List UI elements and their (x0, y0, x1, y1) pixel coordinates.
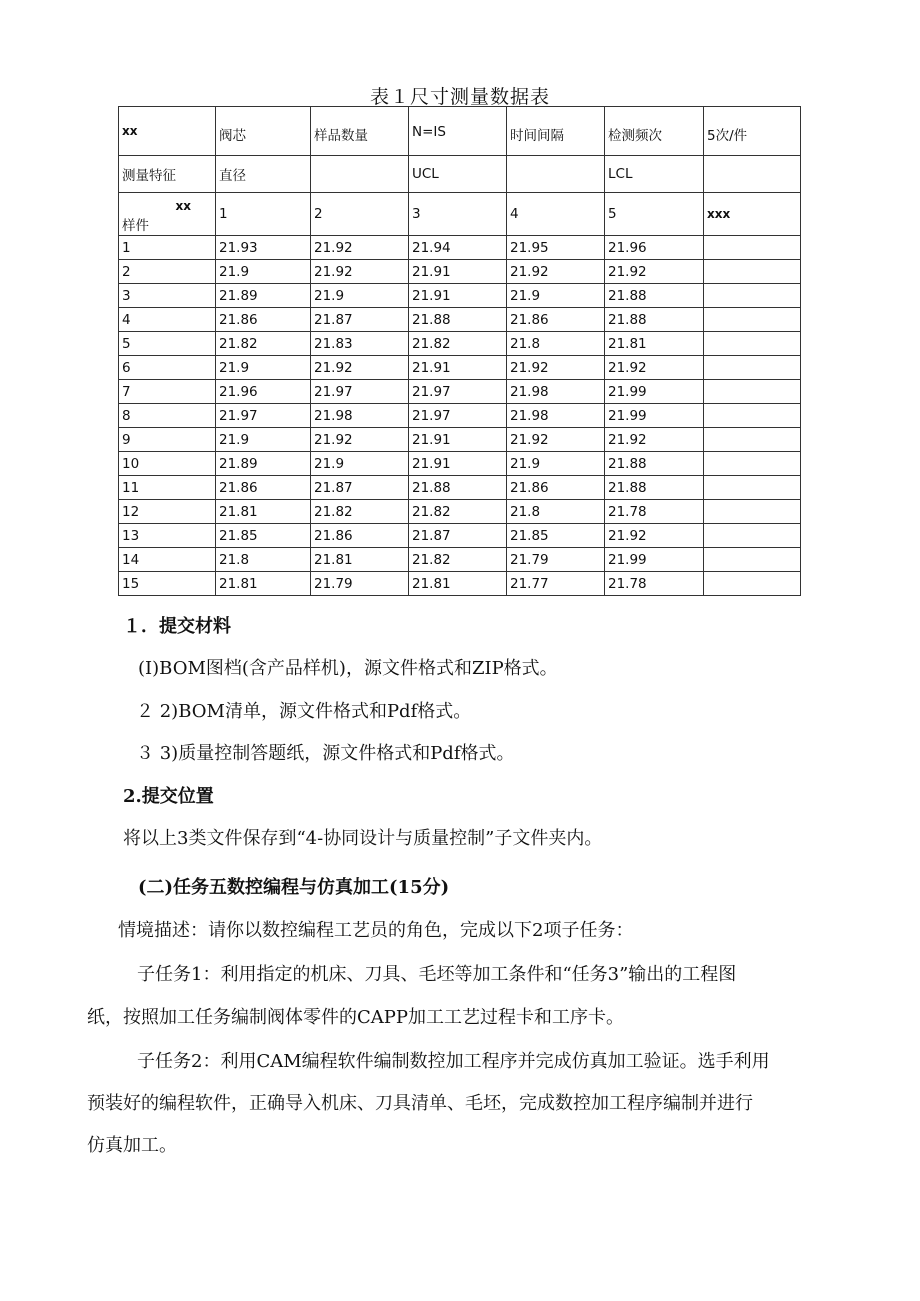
table-row (119, 260, 801, 284)
paragraph-line: 子任务1：利用指定的机床、刀具、毛坯等加工条件和“任务3”输出的工程图 (137, 964, 737, 985)
table-cell (704, 236, 801, 260)
table-cell: 21.83 (311, 332, 409, 356)
header-cell: xxx (704, 193, 801, 236)
table-cell: 21.97 (216, 404, 311, 428)
header-cell: UCL (409, 156, 507, 193)
table-cell: 21.98 (311, 404, 409, 428)
table-cell: 21.93 (216, 236, 311, 260)
table-cell (704, 404, 801, 428)
table-cell: 21.9 (216, 356, 311, 380)
table-cell: 21.89 (216, 284, 311, 308)
table-cell: 21.81 (311, 548, 409, 572)
table-row (119, 380, 801, 404)
table-cell: 21.88 (605, 284, 704, 308)
table-cell: 21.95 (507, 236, 605, 260)
table-cell: 21.91 (409, 428, 507, 452)
table-cell (704, 284, 801, 308)
table-cell: 21.89 (216, 452, 311, 476)
header-cell: 5 (605, 193, 704, 236)
table-cell: 21.78 (605, 572, 704, 596)
table-cell: 21.92 (605, 260, 704, 284)
table-cell: 21.92 (507, 260, 605, 284)
paragraph-line: 子任务2：利用CAM编程软件编制数控加工程序并完成仿真加工验证。选手利用 (137, 1051, 770, 1072)
table-cell (704, 260, 801, 284)
table-cell: 7 (119, 380, 216, 404)
table-row (119, 428, 801, 452)
table-cell: 21.92 (605, 524, 704, 548)
table-cell: 21.98 (507, 380, 605, 404)
table-row (119, 500, 801, 524)
header-cell: 2 (311, 193, 409, 236)
table-cell: 21.96 (605, 236, 704, 260)
table-cell: 21.9 (311, 452, 409, 476)
table-cell: 21.88 (605, 476, 704, 500)
table-row (119, 548, 801, 572)
table-cell: 21.92 (311, 260, 409, 284)
table-row (119, 452, 801, 476)
table-cell: 21.82 (409, 332, 507, 356)
table-cell: 21.92 (311, 428, 409, 452)
table-cell: 21.92 (507, 356, 605, 380)
table-cell: 21.82 (409, 500, 507, 524)
table-cell: 21.81 (216, 500, 311, 524)
table-cell: 10 (119, 452, 216, 476)
header-cell (311, 156, 409, 193)
table-cell: 21.92 (507, 428, 605, 452)
corner-top-label: xx (175, 199, 191, 213)
paragraph-line: 纸，按照加工任务编制阀体零件的CAPP加工工艺过程卡和工序卡。 (87, 1007, 624, 1028)
table-cell (704, 524, 801, 548)
paragraph-line: 预装好的编程软件，正确导入机床、刀具清单、毛坯，完成数控加工程序编制并进行 (87, 1093, 753, 1114)
table-cell: 21.91 (409, 356, 507, 380)
table-cell (704, 428, 801, 452)
table-cell: 5 (119, 332, 216, 356)
header-cell: 直径 (216, 156, 311, 193)
table-cell (704, 332, 801, 356)
table-cell: 21.82 (409, 548, 507, 572)
table-cell (704, 572, 801, 596)
table-cell: 21.92 (605, 428, 704, 452)
paragraph-line: 将以上3类文件保存到“4-协同设计与质量控制”子文件夹内。 (123, 828, 603, 849)
header-cell: 4 (507, 193, 605, 236)
table-cell: 14 (119, 548, 216, 572)
header-cell: 时间间隔 (507, 107, 605, 156)
corner-cell (119, 193, 216, 236)
table-cell: 8 (119, 404, 216, 428)
table-cell: 21.9 (216, 428, 311, 452)
section-heading: 2.提交位置 (123, 786, 214, 807)
paragraph-line: 仿真加工。 (87, 1135, 177, 1156)
table-cell: 21.98 (507, 404, 605, 428)
table-cell: 21.97 (311, 380, 409, 404)
table-cell: 21.87 (311, 476, 409, 500)
header-cell: 3 (409, 193, 507, 236)
table-cell (704, 380, 801, 404)
table-cell: 4 (119, 308, 216, 332)
table-row (119, 572, 801, 596)
table-cell: 9 (119, 428, 216, 452)
table-cell: 21.97 (409, 380, 507, 404)
table-cell: 21.99 (605, 380, 704, 404)
paragraph-line: (I)BOM图档(含产品样机)，源文件格式和ZIP格式。 (138, 658, 558, 679)
header-cell: 测量特征 (119, 156, 216, 193)
header-cell: 检测频次 (605, 107, 704, 156)
table-row (119, 308, 801, 332)
table-row (119, 476, 801, 500)
table-row (119, 332, 801, 356)
header-cell: 5次/件 (704, 107, 801, 156)
table-cell: 21.88 (409, 476, 507, 500)
table-row (119, 404, 801, 428)
table-cell: 21.86 (216, 476, 311, 500)
table-cell: 2 (119, 260, 216, 284)
table-cell: 21.8 (507, 332, 605, 356)
paragraph-line: ２ 2)BOM清单，源文件格式和Pdf格式。 (136, 701, 472, 722)
header-cell: 样品数量 (311, 107, 409, 156)
header-row-1 (119, 107, 801, 156)
table-cell: 6 (119, 356, 216, 380)
table-cell: 21.87 (409, 524, 507, 548)
table-cell: 21.82 (216, 332, 311, 356)
table-cell: 21.79 (311, 572, 409, 596)
section-heading: １．提交材料 (123, 616, 231, 637)
table-row (119, 284, 801, 308)
header-cell: 阀芯 (216, 107, 311, 156)
table-cell: 21.81 (605, 332, 704, 356)
table-row (119, 524, 801, 548)
header-cell: LCL (605, 156, 704, 193)
table-cell: 21.86 (311, 524, 409, 548)
table-cell: 21.91 (409, 260, 507, 284)
paragraph-line: ３ 3)质量控制答题纸，源文件格式和Pdf格式。 (136, 743, 515, 764)
corner-bottom-label: 样件 (122, 218, 149, 234)
table-row (119, 356, 801, 380)
table-cell: 21.81 (216, 572, 311, 596)
table-cell: 21.9 (507, 284, 605, 308)
table-cell: 1 (119, 236, 216, 260)
table-cell (704, 308, 801, 332)
table-cell: 13 (119, 524, 216, 548)
table-cell (704, 452, 801, 476)
table-cell: 21.96 (216, 380, 311, 404)
section-heading: (二)任务五数控编程与仿真加工(15分) (138, 877, 450, 898)
table-cell: 21.9 (311, 284, 409, 308)
table-cell (704, 500, 801, 524)
table-cell: 21.99 (605, 404, 704, 428)
table-cell: 21.97 (409, 404, 507, 428)
header-cell (704, 156, 801, 193)
table-cell: 21.85 (216, 524, 311, 548)
table-cell: 12 (119, 500, 216, 524)
table-cell: 21.92 (605, 356, 704, 380)
table-cell: 11 (119, 476, 216, 500)
table-cell: 21.78 (605, 500, 704, 524)
table-cell: 21.81 (409, 572, 507, 596)
table-cell: 21.86 (216, 308, 311, 332)
table-cell: 21.99 (605, 548, 704, 572)
table-cell (704, 356, 801, 380)
header-row-3 (119, 193, 801, 236)
table-cell: 21.79 (507, 548, 605, 572)
table-cell: 21.94 (409, 236, 507, 260)
table-cell: 21.87 (311, 308, 409, 332)
table-cell (704, 476, 801, 500)
table-cell: 21.8 (507, 500, 605, 524)
table-cell: 21.86 (507, 476, 605, 500)
measurement-table (118, 106, 801, 596)
table-row (119, 236, 801, 260)
table-cell: 3 (119, 284, 216, 308)
table-cell: 21.86 (507, 308, 605, 332)
table-cell: 21.9 (216, 260, 311, 284)
header-cell (507, 156, 605, 193)
header-cell: xx (119, 107, 216, 156)
table-caption: 表１尺寸测量数据表 (369, 86, 550, 108)
table-cell: 21.91 (409, 452, 507, 476)
table-cell: 21.77 (507, 572, 605, 596)
table-cell: 21.88 (605, 452, 704, 476)
table-cell: 21.88 (409, 308, 507, 332)
table-cell: 21.91 (409, 284, 507, 308)
header-row-2 (119, 156, 801, 193)
table-cell: 21.92 (311, 356, 409, 380)
table-cell (704, 548, 801, 572)
table-cell: 21.8 (216, 548, 311, 572)
header-cell: 1 (216, 193, 311, 236)
table-cell: 21.92 (311, 236, 409, 260)
paragraph-line: 情境描述：请你以数控编程工艺员的角色，完成以下2项子任务： (118, 920, 634, 941)
table-cell: 21.82 (311, 500, 409, 524)
table-cell: 21.88 (605, 308, 704, 332)
table-cell: 21.9 (507, 452, 605, 476)
table-cell: 15 (119, 572, 216, 596)
header-cell: N=IS (409, 107, 507, 156)
table-cell: 21.85 (507, 524, 605, 548)
